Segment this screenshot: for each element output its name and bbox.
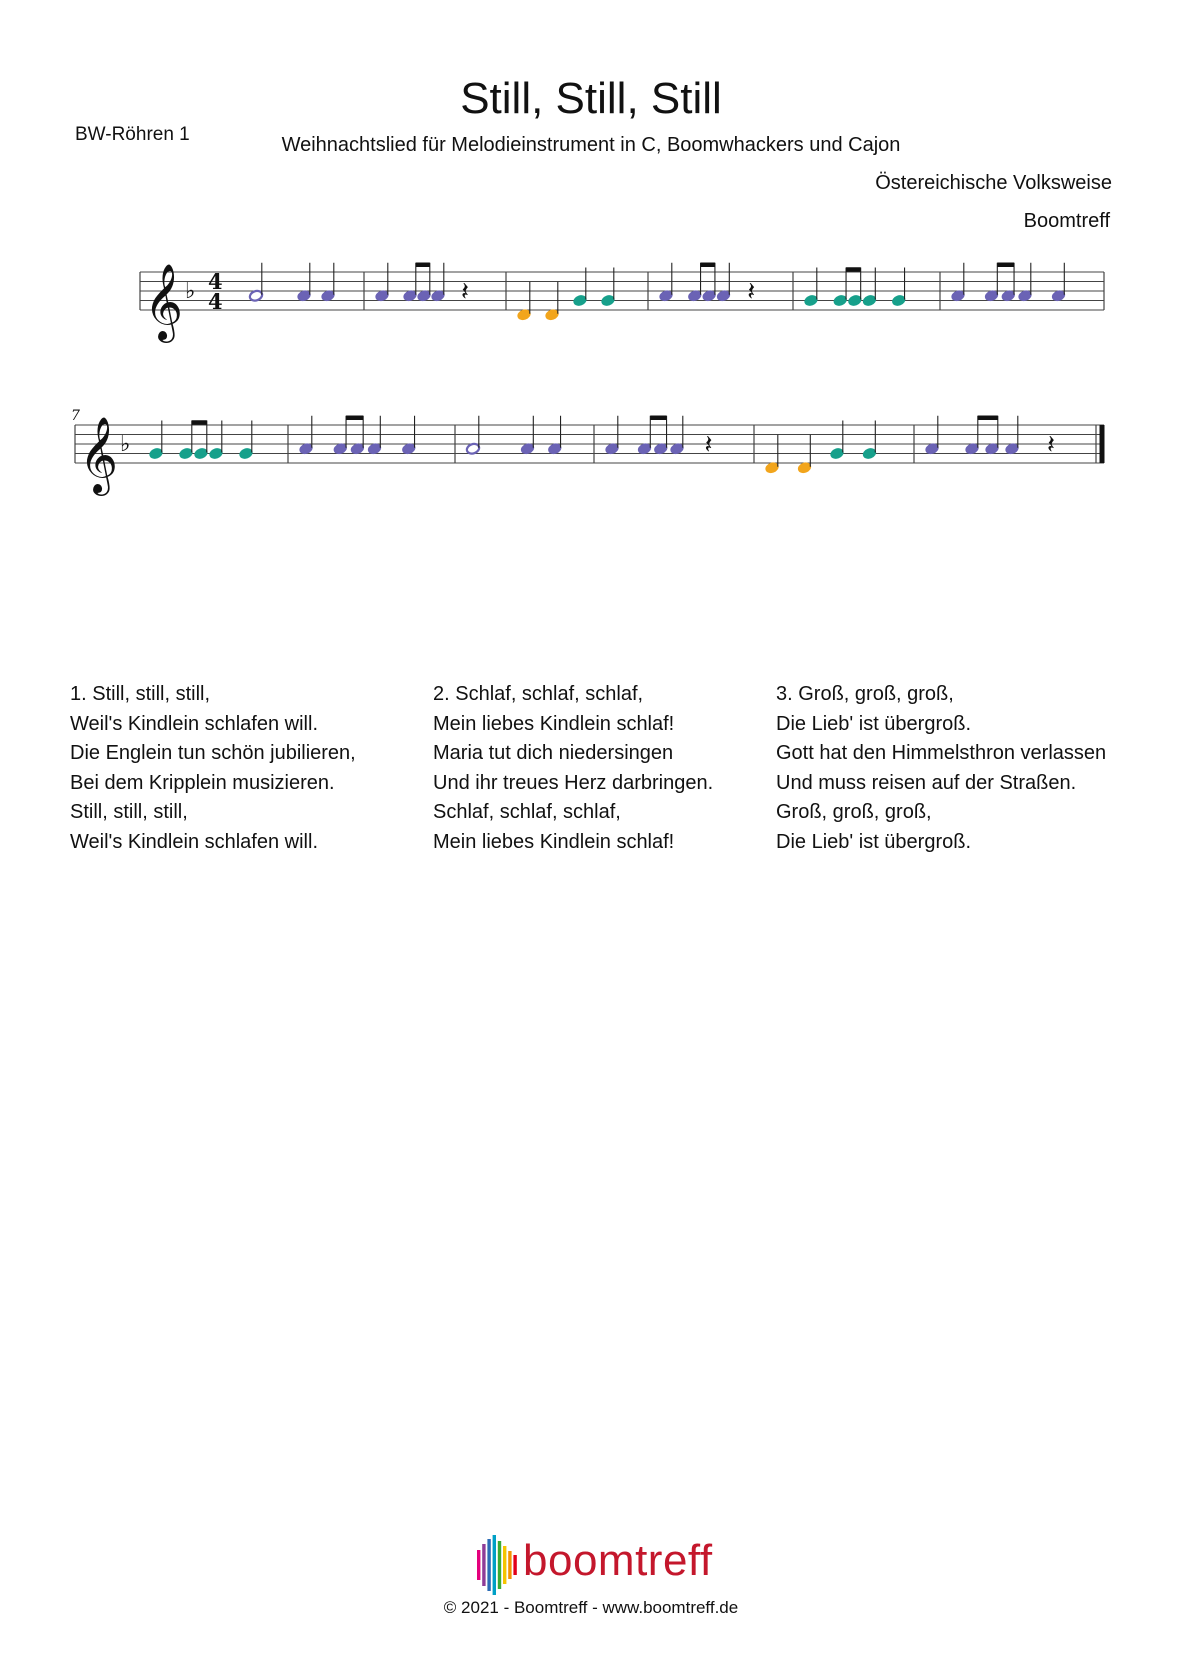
lyric-line: Die Lieb' ist übergroß. [776, 830, 972, 853]
lyric-line: Die Lieb' ist übergroß. [776, 712, 972, 735]
note-head [601, 294, 616, 307]
lyric-line: Mein liebes Kindlein schlaf! [433, 830, 675, 853]
logo-bar [477, 1550, 480, 1580]
note-head [239, 447, 254, 460]
footer-copyright: © 2021 - Boomtreff - www.boomtreff.de [443, 1598, 739, 1617]
logo-bar [508, 1551, 511, 1579]
key-signature-flat-icon: ♭ [120, 432, 131, 457]
lyric-line: 1. Still, still, still, [70, 683, 211, 705]
lyric-line: Und muss reisen auf der Straßen. [776, 771, 1077, 794]
lyric-line: Die Englein tun schön jubilieren, [70, 742, 356, 764]
boomtreff-logo [475, 1535, 715, 1595]
note-head [833, 294, 848, 307]
note-head [194, 447, 209, 460]
logo-wordmark: boomtreff [523, 1536, 713, 1585]
lyric-line: Weil's Kindlein schlafen will. [70, 712, 318, 735]
treble-clef-icon: 𝄞 [144, 263, 184, 340]
note-head [862, 447, 877, 460]
time-signature-top: 4 [208, 269, 223, 294]
note-head [862, 294, 877, 307]
treble-clef-icon: 𝄞 [79, 416, 119, 493]
sheet-music-score [0, 0, 1182, 560]
note-head [847, 294, 862, 307]
lyric-line: Schlaf, schlaf, schlaf, [433, 801, 621, 823]
lyric-line: Groß, groß, groß, [776, 801, 932, 823]
lyric-line: Bei dem Kripplein musizieren. [70, 771, 335, 794]
note-head [573, 294, 588, 307]
note-head [830, 447, 845, 460]
note-head [179, 447, 194, 460]
verse-3 [776, 680, 1106, 857]
part-label: BW-Röhren 1 [75, 124, 190, 145]
song-title: Still, Still, Still [460, 74, 722, 123]
verse-2 [433, 680, 713, 857]
lyric-line: 3. Groß, groß, groß, [776, 683, 954, 705]
logo-bars-icon [475, 1535, 521, 1595]
lyric-line: Maria tut dich niedersingen [433, 742, 674, 764]
lyric-line: Mein liebes Kindlein schlaf! [433, 712, 675, 735]
logo-bar [493, 1535, 496, 1595]
key-signature-flat-icon: ♭ [185, 279, 196, 304]
lyric-line: Gott hat den Himmelsthron verlassen [776, 742, 1107, 764]
quarter-rest-icon: 𝄽 [461, 277, 469, 307]
logo-bar [487, 1539, 490, 1591]
lyric-line: 2. Schlaf, schlaf, schlaf, [433, 683, 644, 705]
lyric-line: Und ihr treues Herz darbringen. [433, 771, 714, 794]
arranger-credit: Boomtreff [1023, 210, 1110, 232]
logo-bar [503, 1546, 506, 1584]
logo-bar [482, 1544, 485, 1586]
composer-credit: Östereichische Volksweise [875, 172, 1112, 194]
lyric-line: Weil's Kindlein schlafen will. [70, 830, 318, 853]
quarter-rest-icon: 𝄽 [704, 430, 713, 460]
time-signature-bottom: 4 [208, 289, 223, 314]
note-head [149, 447, 164, 460]
verse-1 [70, 680, 356, 857]
logo-bar [513, 1555, 516, 1575]
lyric-line: Still, still, still, [70, 801, 188, 823]
logo-bar [498, 1541, 501, 1589]
note-head [891, 294, 906, 307]
measure-number: 7 [71, 408, 80, 424]
note-head [209, 447, 224, 460]
quarter-rest-icon: 𝄽 [747, 277, 756, 307]
song-subtitle: Weihnachtslied für Melodieinstrument in C, Boomwhackers und Cajon [281, 134, 901, 156]
note-head [804, 294, 819, 307]
quarter-rest-icon: 𝄽 [1047, 430, 1055, 460]
